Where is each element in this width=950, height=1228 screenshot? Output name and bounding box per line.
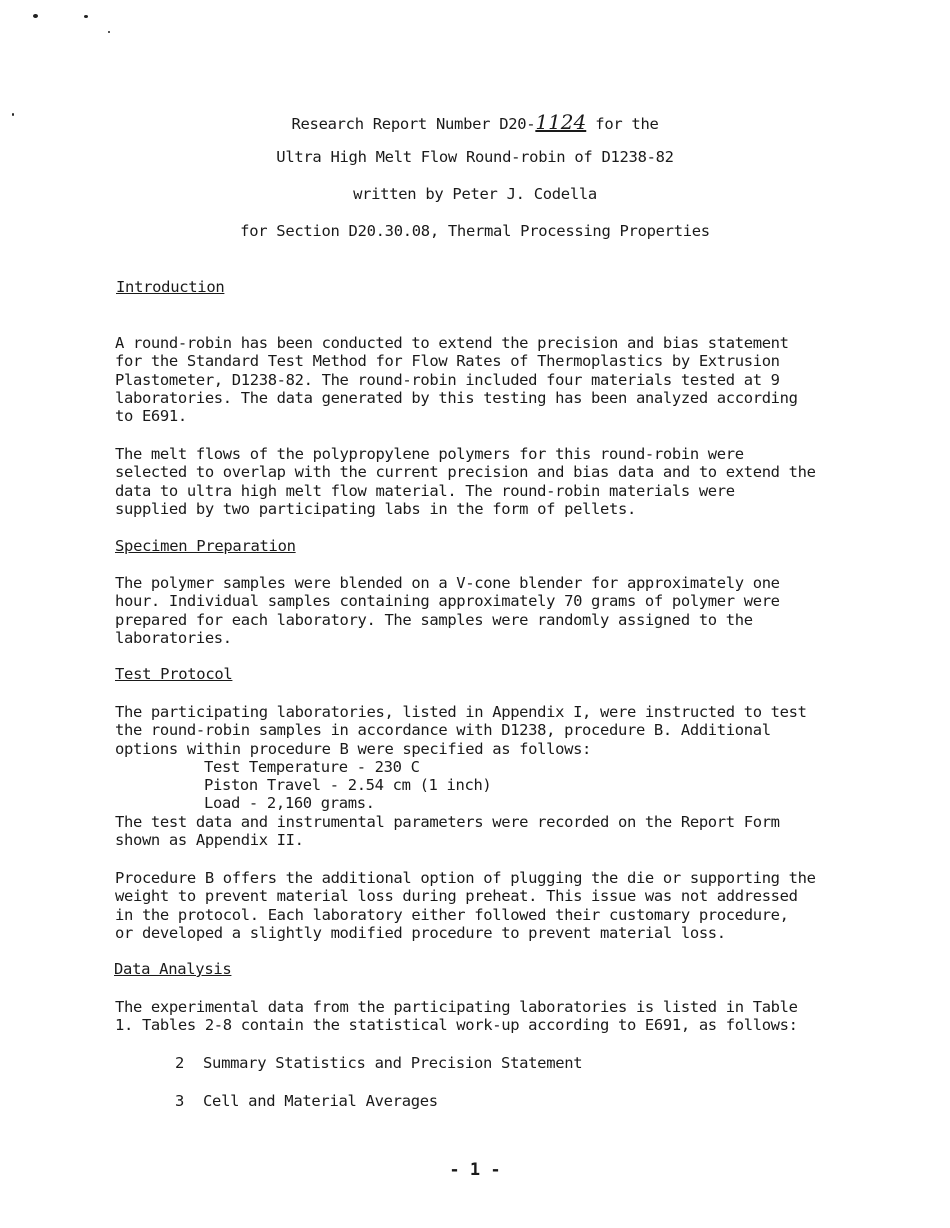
report-author: written by Peter J. Codella (353, 185, 597, 203)
protocol-option: Load - 2,160 grams. (204, 794, 375, 813)
scan-speck (33, 14, 38, 18)
page-number: - 1 - (449, 1160, 501, 1180)
test-protocol-heading: Test Protocol (115, 665, 233, 683)
test-protocol-paragraph-1: The participating laboratories, listed in Appendix I, were instructed to test the round-robin samples in accordance with D1238, procedure B. Additional options within procedure B were specified as follows: Test Temperature - 230 C Piston Travel - 2.54 cm (1 inch) Load - 2,160 grams. The test data and instrumental parameters were recorded on the Report Form shown as Appendix II. (115, 703, 875, 849)
protocol-option: Piston Travel - 2.54 cm (1 inch) (204, 776, 492, 795)
introduction-paragraph-2: The melt flows of the polypropylene polymers for this round-robin were selected to overlap with the current precision and bias data and to extend the data to ultra high melt flow material. The round-robin materials were supplied by two participating labs in the form of pellets. (115, 445, 816, 518)
specimen-preparation-paragraph: The polymer samples were blended on a V-cone blender for approximately one hour. Individual samples containing approximately 70 grams of polymer were prepared for each laboratory. The samples were randomly assigned to the laboratories. (115, 574, 780, 647)
data-analysis-heading: Data Analysis (114, 960, 232, 978)
test-protocol-paragraph-2: Procedure B offers the additional option of plugging the die or supporting the weight to prevent material loss during preheat. This issue was not addressed in the protocol. Each laboratory either followed their customary procedure, or developed a slightly modified procedure to prevent material loss. (115, 869, 816, 942)
report-title-line: Research Report Number D20-1124 for the (291, 110, 659, 134)
table-list-item: 2 Summary Statistics and Precision Statement (175, 1054, 583, 1072)
specimen-preparation-heading: Specimen Preparation (115, 537, 296, 555)
table-list-item: 3 Cell and Material Averages (175, 1092, 438, 1110)
scan-speck (108, 31, 110, 33)
introduction-heading: Introduction (116, 278, 225, 296)
protocol-option: Test Temperature - 230 C (204, 757, 420, 776)
report-subject: Ultra High Melt Flow Round-robin of D1238-82 (276, 148, 674, 166)
handwritten-report-number: 1124 (535, 110, 587, 134)
scan-speck (84, 15, 88, 18)
data-analysis-paragraph: The experimental data from the participating laboratories is listed in Table 1. Tables 2-8 contain the statistical work-up according to E691, as follows: (115, 998, 798, 1035)
introduction-paragraph-1: A round-robin has been conducted to extend the precision and bias statement for the Standard Test Method for Flow Rates of Thermoplastics by Extrusion Plastometer, D1238-82. The round-robin included four materials tested at 9 laboratories. The data generated by this testing has been analyzed according to E691. (115, 334, 798, 426)
report-section: for Section D20.30.08, Thermal Processing Properties (240, 222, 710, 240)
